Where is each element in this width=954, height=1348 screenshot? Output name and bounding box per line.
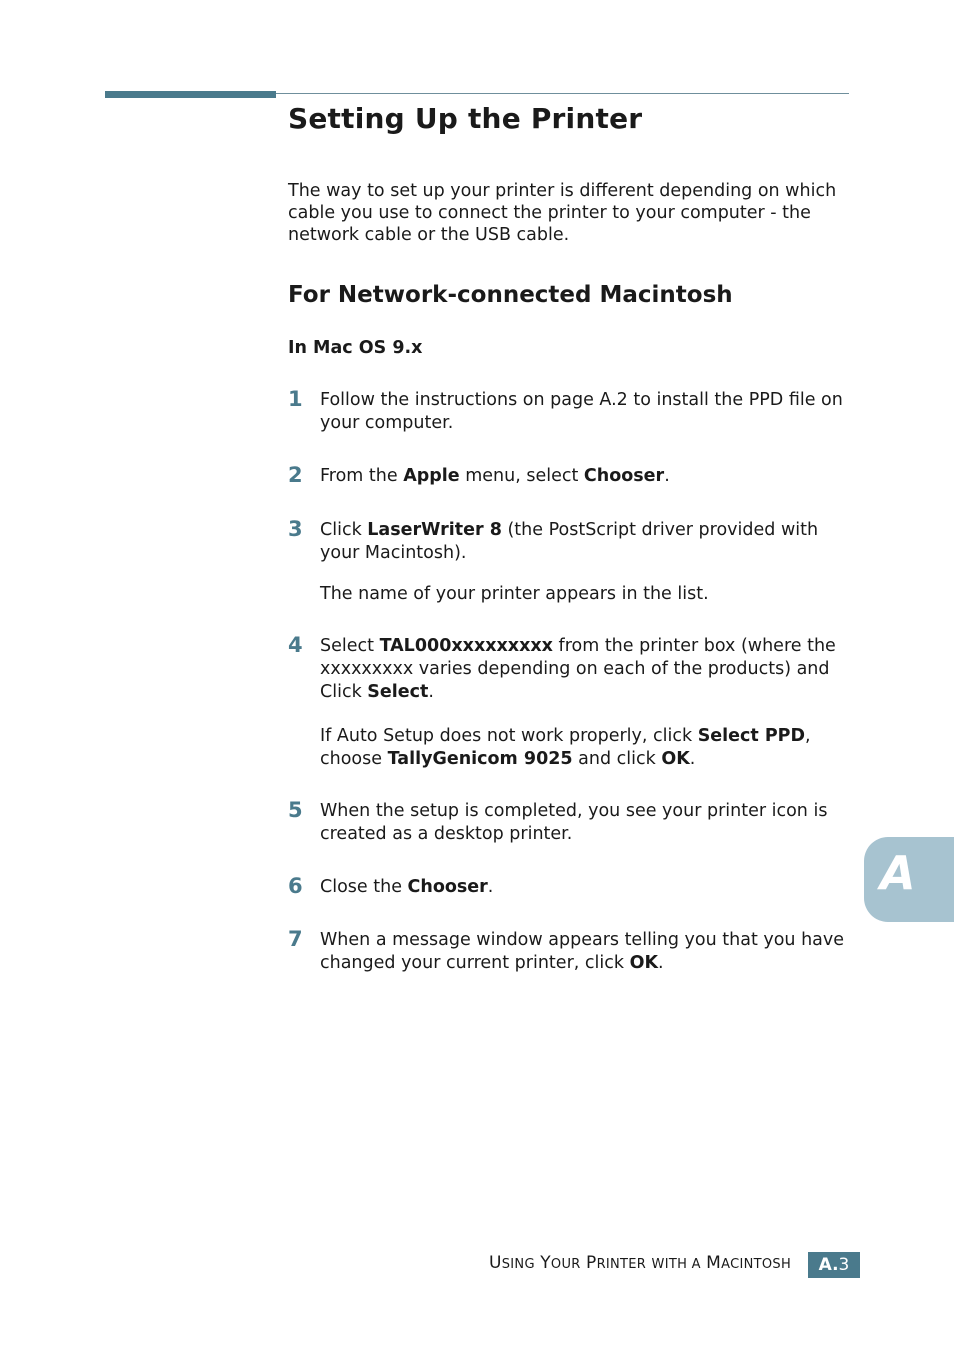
step-3-note: The name of your printer appears in the list. xyxy=(320,584,709,604)
step-3-text: Click LaserWriter 8 (the PostScript driver provided with your Macintosh). xyxy=(320,520,819,563)
step-4-note: If Auto Setup does not work properly, click Select PPD, choose TallyGenicom 9025 and click OK. xyxy=(320,726,811,769)
step-5-number: 5 xyxy=(288,798,303,822)
footer-chapter-title: USING YOUR PRINTER WITH A MACINTOSH xyxy=(489,1253,792,1273)
step-6-text: Close the Chooser. xyxy=(320,877,494,897)
step-1-text: Follow the instructions on page A.2 to install the PPD file on your computer. xyxy=(320,390,843,433)
step-2-number: 2 xyxy=(288,463,303,487)
step-1-number: 1 xyxy=(288,387,303,411)
footer-page-number: A.3 xyxy=(808,1252,860,1278)
intro-paragraph: The way to set up your printer is different depending on which cable you use to connect the printer to your computer - the network cable or the USB cable. xyxy=(288,181,837,245)
step-7-text: When a message window appears telling you that you have changed your current printer, click OK. xyxy=(320,930,845,973)
step-7-number: 7 xyxy=(288,927,303,951)
step-3-number: 3 xyxy=(288,517,303,541)
step-2-text: From the Apple menu, select Chooser. xyxy=(320,466,670,486)
header-rule-thick xyxy=(105,91,276,98)
section-heading: For Network-connected Macintosh xyxy=(288,282,733,308)
step-4-text: Select TAL000xxxxxxxxx from the printer box (where the xxxxxxxxx varies depending on each of the products) and Click Select. xyxy=(320,636,836,702)
sub-heading: In Mac OS 9.x xyxy=(288,338,423,358)
step-4-number: 4 xyxy=(288,633,303,657)
chapter-tab-letter: A xyxy=(880,846,916,900)
header-rule-thin xyxy=(276,93,849,94)
page-title: Setting Up the Printer xyxy=(288,102,643,135)
step-5-text: When the setup is completed, you see your printer icon is created as a desktop printer. xyxy=(320,801,828,844)
step-6-number: 6 xyxy=(288,874,303,898)
